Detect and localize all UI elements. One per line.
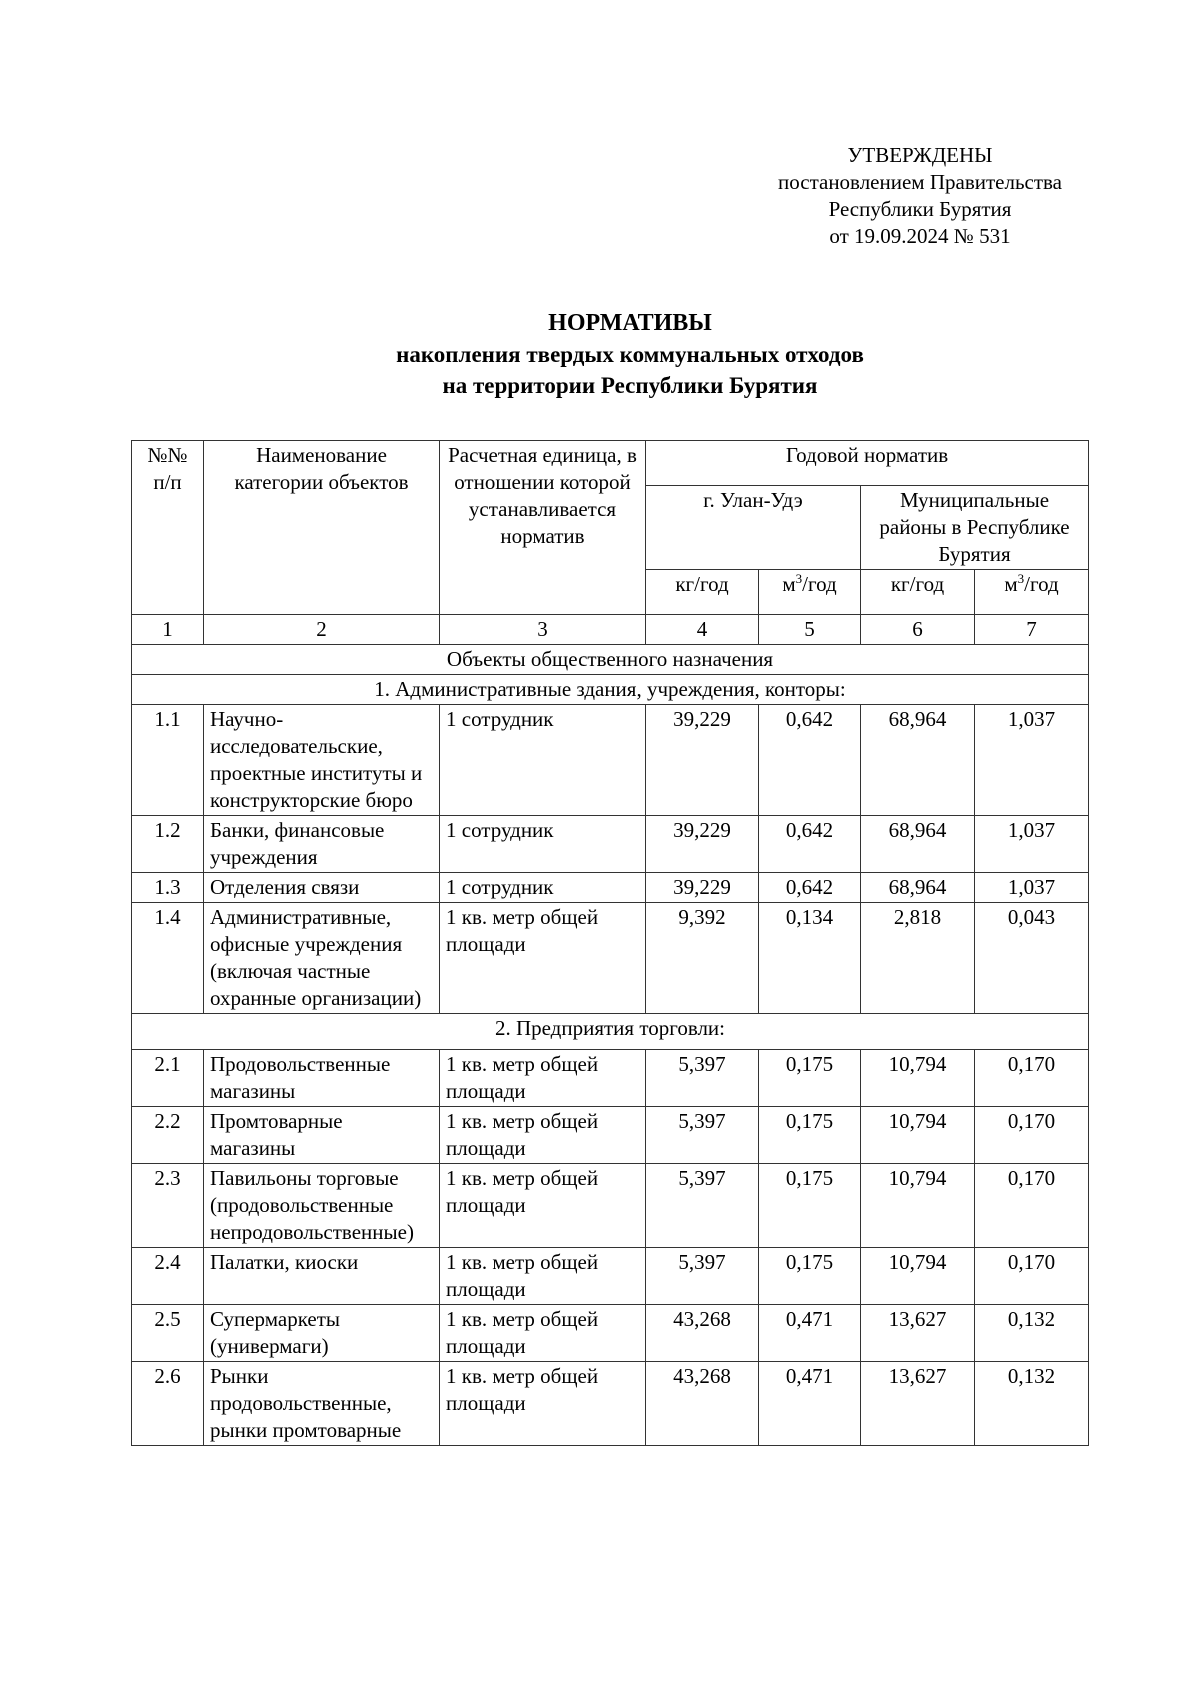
header-ulan-ude: г. Улан-Удэ [646,486,861,570]
row-name: Палатки, киоски [204,1248,440,1305]
header-annual: Годовой норматив [646,441,1089,486]
row-name: Научно-исследовательские, проектные институты и конструкторские бюро [204,705,440,816]
approval-line-1: УТВЕРЖДЕНЫ [847,143,993,167]
header-kg-municipal: кг/год [861,570,975,615]
header-municipal: Муниципальные районы в Республике Бурятия [861,486,1089,570]
group-2-title: 2. Предприятия торговли: [132,1014,1089,1050]
row-num: 1.1 [132,705,204,816]
row-m3-ulan-ude: 0,642 [759,705,861,816]
row-unit: 1 кв. метр общей площади [440,1248,646,1305]
table-row [132,1305,1089,1362]
norms-table [131,440,1089,1446]
row-unit: 1 сотрудник [440,873,646,903]
col-number: 2 [204,615,440,645]
row-m3-municipal: 0,170 [975,1050,1089,1107]
row-num: 1.4 [132,903,204,1014]
row-num: 2.4 [132,1248,204,1305]
m3-superscript-b: 3 [1017,571,1025,586]
row-kg-ulan-ude: 5,397 [646,1107,759,1164]
row-kg-municipal: 10,794 [861,1248,975,1305]
row-kg-municipal: 2,818 [861,903,975,1014]
group-row [132,675,1089,705]
row-unit: 1 кв. метр общей площади [440,1164,646,1248]
row-m3-municipal: 0,170 [975,1107,1089,1164]
row-m3-municipal: 1,037 [975,873,1089,903]
m3-unit-d: /год [1024,572,1059,596]
approval-line-4: от 19.09.2024 № 531 [829,224,1011,248]
table-row [132,873,1089,903]
col-number: 5 [759,615,861,645]
row-m3-ulan-ude: 0,175 [759,1050,861,1107]
row-unit: 1 кв. метр общей площади [440,1362,646,1446]
row-name: Административные, офисные учреждения (включая частные охранные организации) [204,903,440,1014]
row-kg-municipal: 10,794 [861,1164,975,1248]
row-m3-ulan-ude: 0,175 [759,1107,861,1164]
row-kg-municipal: 10,794 [861,1107,975,1164]
row-kg-municipal: 68,964 [861,873,975,903]
row-m3-municipal: 0,043 [975,903,1089,1014]
header-kg-ulan-ude: кг/год [646,570,759,615]
row-m3-municipal: 0,170 [975,1248,1089,1305]
approval-line-3: Республики Бурятия [828,197,1012,221]
row-kg-municipal: 13,627 [861,1362,975,1446]
row-m3-municipal: 0,132 [975,1362,1089,1446]
row-kg-ulan-ude: 43,268 [646,1362,759,1446]
row-name: Банки, финансовые учреждения [204,816,440,873]
row-kg-ulan-ude: 5,397 [646,1164,759,1248]
table-row [132,816,1089,873]
col-number: 4 [646,615,759,645]
row-m3-municipal: 0,132 [975,1305,1089,1362]
row-m3-ulan-ude: 0,642 [759,816,861,873]
row-num: 2.5 [132,1305,204,1362]
column-number-row [132,615,1089,645]
section-public: Объекты общественного назначения [132,645,1089,675]
header-unit: Расчетная единица, в отношении которой устанавливается норматив [440,441,646,615]
m3-superscript-a: 3 [795,571,803,586]
row-kg-ulan-ude: 39,229 [646,705,759,816]
m3-unit-c: м [1004,572,1018,596]
group-row [132,1014,1089,1050]
row-kg-ulan-ude: 43,268 [646,1305,759,1362]
row-kg-ulan-ude: 5,397 [646,1248,759,1305]
row-kg-municipal: 13,627 [861,1305,975,1362]
approval-block [740,142,1100,250]
row-m3-municipal: 1,037 [975,705,1089,816]
approval-line-2: постановлением Правительства [777,170,1062,194]
row-m3-ulan-ude: 0,642 [759,873,861,903]
row-num: 2.3 [132,1164,204,1248]
row-name: Отделения связи [204,873,440,903]
col-number: 6 [861,615,975,645]
row-kg-municipal: 68,964 [861,705,975,816]
section-row [132,645,1089,675]
row-num: 1.2 [132,816,204,873]
table-row [132,705,1089,816]
row-m3-municipal: 0,170 [975,1164,1089,1248]
row-m3-ulan-ude: 0,471 [759,1305,861,1362]
row-m3-ulan-ude: 0,134 [759,903,861,1014]
col-number: 7 [975,615,1089,645]
table-row [132,903,1089,1014]
table-row [132,1107,1089,1164]
title-line-2: накопления твердых коммунальных отходов [396,342,864,367]
row-unit: 1 кв. метр общей площади [440,1305,646,1362]
row-name: Рынки продовольственные, рынки промтоварные [204,1362,440,1446]
row-unit: 1 кв. метр общей площади [440,1107,646,1164]
header-row-1 [132,441,1089,486]
row-name: Продовольственные магазины [204,1050,440,1107]
row-m3-ulan-ude: 0,471 [759,1362,861,1446]
row-name: Супермаркеты (универмаги) [204,1305,440,1362]
col-number: 3 [440,615,646,645]
title-line-1: НОРМАТИВЫ [548,310,712,336]
row-m3-ulan-ude: 0,175 [759,1164,861,1248]
row-unit: 1 сотрудник [440,816,646,873]
header-m3-ulan-ude [759,570,861,615]
row-kg-ulan-ude: 5,397 [646,1050,759,1107]
m3-unit-a: м [782,572,796,596]
header-name: Наименование категории объектов [204,441,440,615]
m3-unit-b: /год [802,572,837,596]
row-num: 2.2 [132,1107,204,1164]
header-m3-municipal [975,570,1089,615]
row-unit: 1 кв. метр общей площади [440,1050,646,1107]
header-num: №№ п/п [132,441,204,615]
row-m3-ulan-ude: 0,175 [759,1248,861,1305]
table-row [132,1050,1089,1107]
row-name: Павильоны торговые (продовольственные непродовольственные) [204,1164,440,1248]
document-title [0,308,1200,401]
table-row [132,1362,1089,1446]
row-kg-ulan-ude: 39,229 [646,816,759,873]
group-1-title: 1. Административные здания, учреждения, конторы: [132,675,1089,705]
row-m3-municipal: 1,037 [975,816,1089,873]
row-num: 2.1 [132,1050,204,1107]
table-row [132,1248,1089,1305]
table-row [132,1164,1089,1248]
row-unit: 1 кв. метр общей площади [440,903,646,1014]
row-kg-ulan-ude: 39,229 [646,873,759,903]
col-number: 1 [132,615,204,645]
row-kg-municipal: 10,794 [861,1050,975,1107]
title-line-3: на территории Республики Бурятия [442,373,818,398]
row-num: 1.3 [132,873,204,903]
row-kg-ulan-ude: 9,392 [646,903,759,1014]
row-kg-municipal: 68,964 [861,816,975,873]
row-name: Промтоварные магазины [204,1107,440,1164]
row-num: 2.6 [132,1362,204,1446]
row-unit: 1 сотрудник [440,705,646,816]
